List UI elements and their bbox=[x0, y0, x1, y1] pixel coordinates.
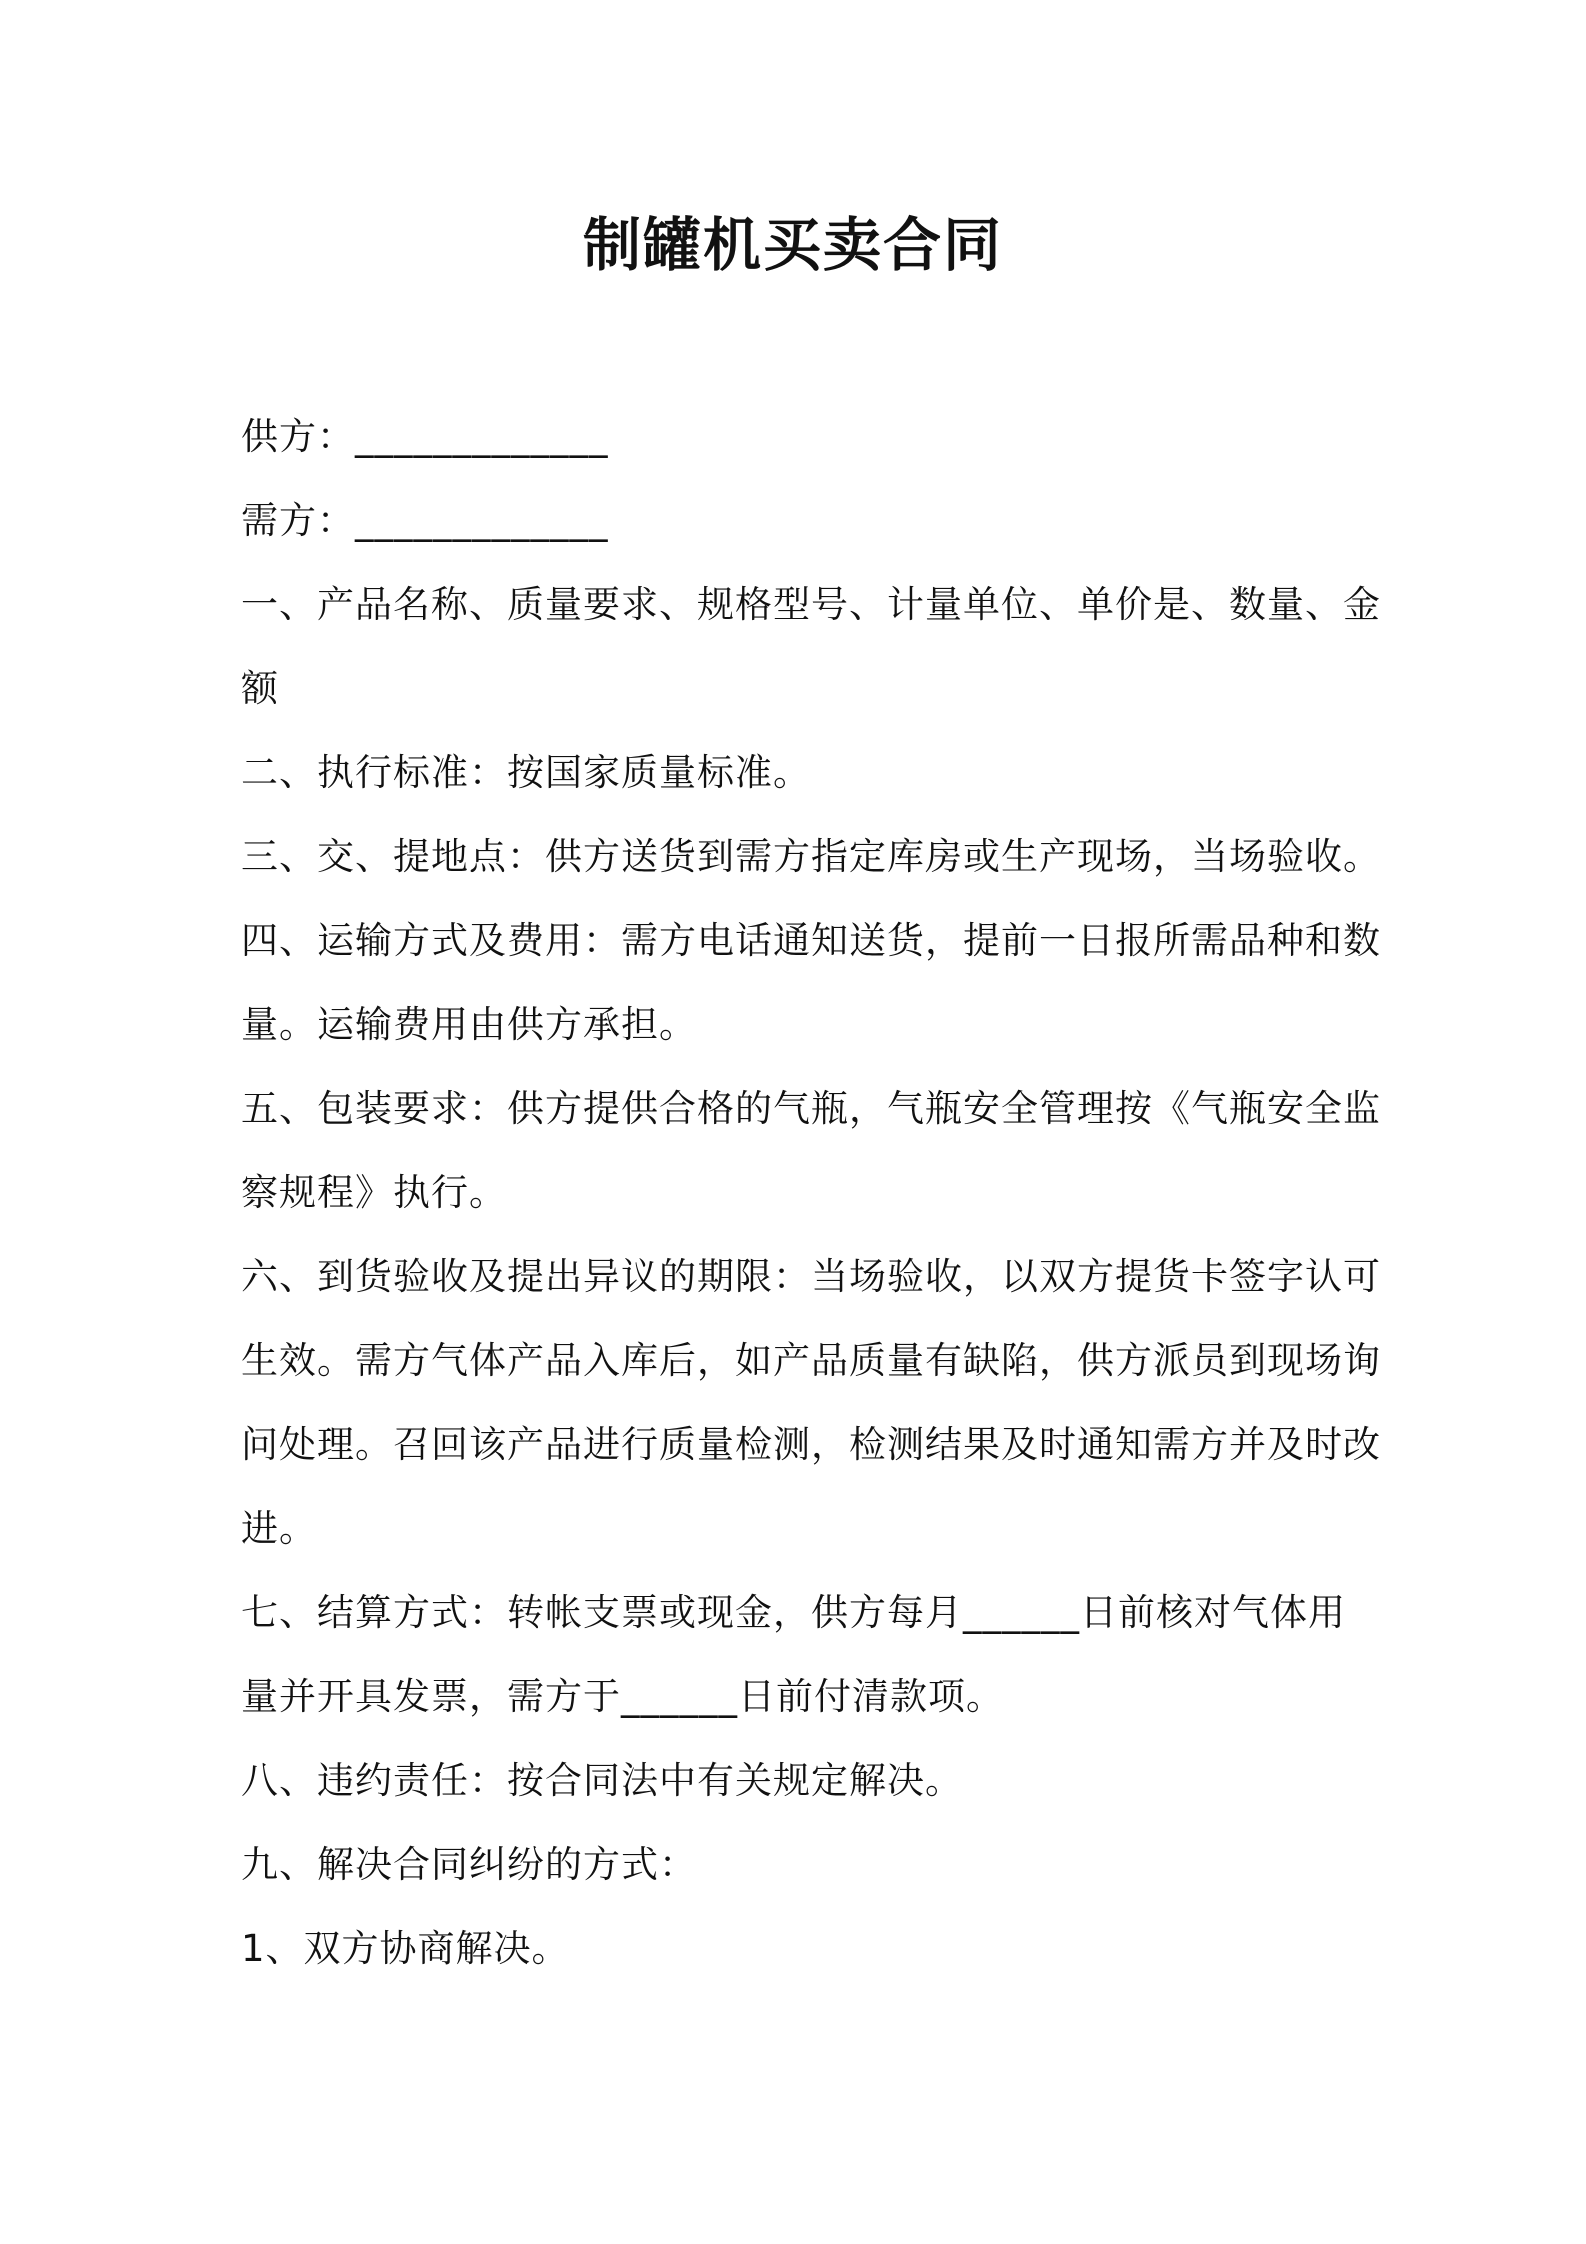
clause-1-line-1: 一、产品名称、质量要求、规格型号、计量单位、单价是、数量、金 bbox=[241, 583, 1381, 626]
clause-2: 二、执行标准：按国家质量标准。 bbox=[241, 751, 811, 794]
clause-3: 三、交、提地点：供方送货到需方指定库房或生产现场，当场验收。 bbox=[241, 835, 1381, 878]
clause-6-line-2: 生效。需方气体产品入库后，如产品质量有缺陷，供方派员到现场询 bbox=[241, 1339, 1381, 1382]
clause-6-line-4: 进。 bbox=[241, 1507, 317, 1550]
clause-5-line-2: 察规程》执行。 bbox=[241, 1171, 507, 1214]
clause-5-line-1: 五、包装要求：供方提供合格的气瓶，气瓶安全管理按《气瓶安全监 bbox=[241, 1087, 1381, 1130]
clause-4-line-2: 量。运输费用由供方承担。 bbox=[241, 1003, 697, 1046]
clause-9-item-1: 1、双方协商解决。 bbox=[241, 1927, 570, 1970]
buyer-line: 需方：_____________ bbox=[241, 499, 609, 542]
clause-6-line-1: 六、到货验收及提出异议的期限：当场验收，以双方提货卡签字认可 bbox=[241, 1255, 1381, 1298]
contract-body bbox=[241, 395, 1381, 1991]
supplier-line: 供方：_____________ bbox=[241, 415, 609, 458]
clause-4-line-1: 四、运输方式及费用：需方电话通知送货，提前一日报所需品种和数 bbox=[241, 919, 1381, 962]
clause-7-line-2: 量并开具发票，需方于______日前付清款项。 bbox=[241, 1675, 1004, 1718]
clause-1-line-2: 额 bbox=[241, 667, 279, 710]
clause-7-line-1: 七、结算方式：转帐支票或现金，供方每月______日前核对气体用 bbox=[241, 1591, 1346, 1634]
clause-6-line-3: 问处理。召回该产品进行质量检测，检测结果及时通知需方并及时改 bbox=[241, 1423, 1381, 1466]
clause-8: 八、违约责任：按合同法中有关规定解决。 bbox=[241, 1759, 963, 1802]
document-title: 制罐机买卖合同 bbox=[582, 211, 1003, 279]
clause-9: 九、解决合同纠纷的方式： bbox=[241, 1843, 697, 1886]
